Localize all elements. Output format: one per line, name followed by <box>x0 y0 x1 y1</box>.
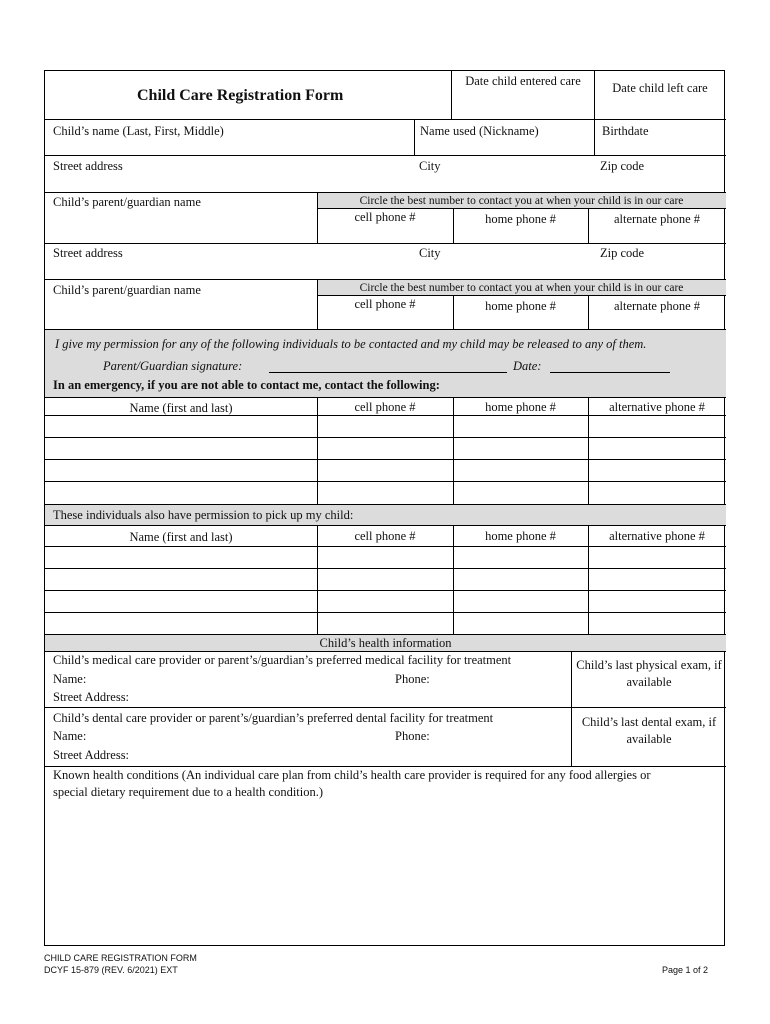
footer-form-name: CHILD CARE REGISTRATION FORM <box>44 953 197 963</box>
signature-label: Parent/Guardian signature: <box>103 359 243 373</box>
medical-name-label: Name: <box>53 672 87 686</box>
date-left-label: Date child left care <box>612 81 708 95</box>
date-entered-text: Date child entered care <box>465 74 581 88</box>
home-phone-label-1: home phone # <box>485 212 556 226</box>
birthdate-label: Birthdate <box>602 124 649 138</box>
zip-label-2: Zip code <box>600 246 645 260</box>
nickname-label: Name used (Nickname) <box>420 124 539 138</box>
circle-note-2: Circle the best number to contact you at when your child is in our care <box>359 282 684 294</box>
form-title: Child Care Registration Form <box>137 87 344 104</box>
emergency-home-col: home phone # <box>485 400 556 414</box>
footer-form-number: DCYF 15-879 (REV. 6/2021) EXT <box>44 965 178 975</box>
emergency-alt-col: alternative phone # <box>609 400 705 414</box>
health-conditions-area[interactable] <box>45 801 726 945</box>
pickup-home-col: home phone # <box>485 529 556 543</box>
footer-page-number: Page 1 of 2 <box>662 965 709 975</box>
date-label: Date: <box>513 359 542 373</box>
alt-phone-label-1: alternate phone # <box>613 212 701 226</box>
city-label-1: City <box>419 159 441 173</box>
alt-phone-label-2: alternate phone # <box>613 299 701 313</box>
pickup-heading: These individuals also have permission to pick up my child: <box>53 508 354 522</box>
dental-street-label: Street Address: <box>53 748 130 762</box>
parent-name-label-2: Child’s parent/guardian name <box>53 283 201 297</box>
last-dental-text: Child’s last dental exam, if available <box>581 715 717 746</box>
pickup-alt-col: alternative phone # <box>609 529 705 543</box>
dental-name-label: Name: <box>53 729 87 743</box>
medical-phone-label: Phone: <box>395 672 430 686</box>
dental-provider-label: Child’s dental care provider or parent’s/guardian’s preferred dental facility for treatment <box>53 711 494 725</box>
last-dental-label <box>575 714 723 748</box>
medical-provider-label: Child’s medical care provider or parent’s/guardian’s preferred medical facility for treatment <box>53 653 512 667</box>
child-name-label: Child’s name (Last, First, Middle) <box>53 124 224 138</box>
zip-label-1: Zip code <box>600 159 645 173</box>
home-phone-label-2: home phone # <box>485 299 556 313</box>
date-entered-label <box>455 73 591 89</box>
last-physical-text: Child’s last physical exam, if available <box>576 658 722 689</box>
health-heading: Child’s health information <box>319 636 452 650</box>
permission-text: I give my permission for any of the following individuals to be contacted and my child may be released to any of them. <box>55 337 647 351</box>
pickup-cell-col: cell phone # <box>354 529 416 543</box>
dental-phone-label: Phone: <box>395 729 430 743</box>
health-conditions-line-2: special dietary requirement due to a health condition.) <box>53 785 324 799</box>
medical-street-label: Street Address: <box>53 690 130 704</box>
parent-name-label-1: Child’s parent/guardian name <box>53 195 201 209</box>
city-label-2: City <box>419 246 441 260</box>
emergency-name-col: Name (first and last) <box>129 401 233 415</box>
pickup-name-col: Name (first and last) <box>129 530 233 544</box>
circle-note-1: Circle the best number to contact you at when your child is in our care <box>359 195 684 207</box>
health-conditions-line-1: Known health conditions (An individual care plan from child’s health care provider is required for any food allergies or <box>53 768 651 782</box>
last-physical-label <box>575 657 723 691</box>
signature-line[interactable] <box>269 372 507 373</box>
signature-date-line[interactable] <box>550 372 670 373</box>
emergency-cell-col: cell phone # <box>354 400 416 414</box>
registration-form <box>44 70 725 946</box>
street-address-label-1: Street address <box>53 159 123 173</box>
emergency-heading: In an emergency, if you are not able to contact me, contact the following: <box>53 378 440 392</box>
cell-phone-label-1: cell phone # <box>354 210 416 224</box>
cell-phone-label-2: cell phone # <box>354 297 416 311</box>
street-address-label-2: Street address <box>53 246 123 260</box>
